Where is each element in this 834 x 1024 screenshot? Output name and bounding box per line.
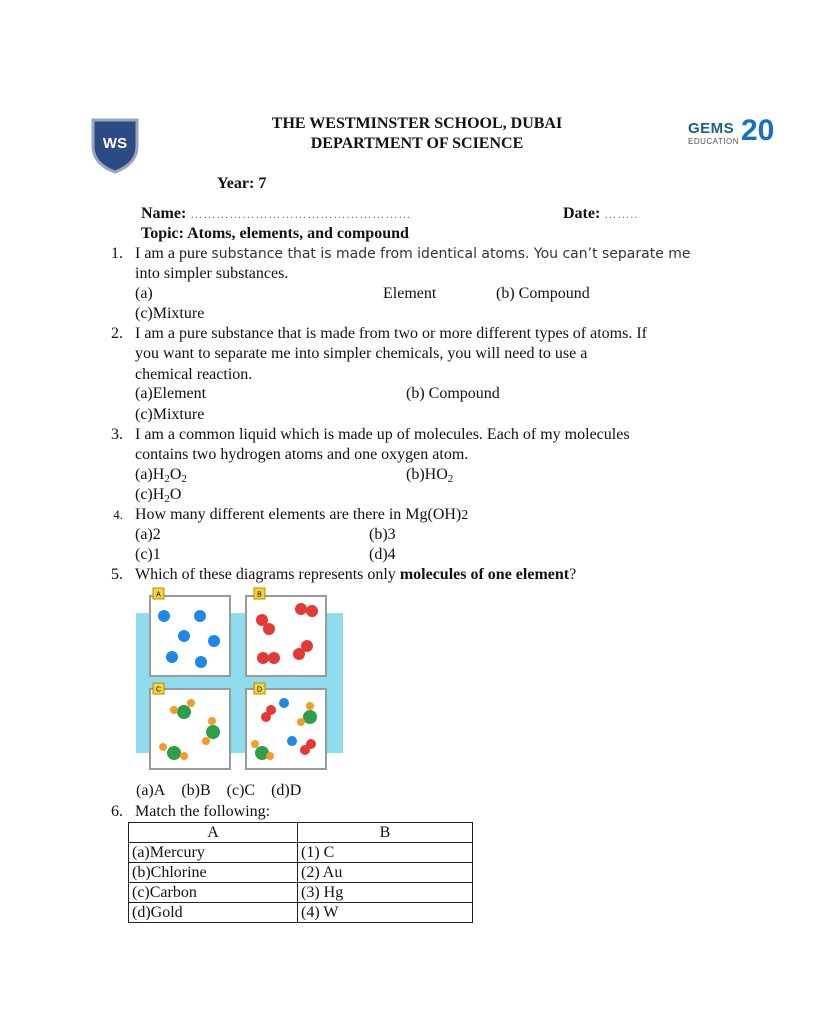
q6-number: 6.: [111, 803, 123, 820]
q2-line2: you want to separate me into simpler chemicals, you will need to use a: [135, 345, 588, 362]
q1-number: 1.: [111, 245, 123, 262]
panel-d-label: D: [256, 686, 263, 694]
date-dots: ……..: [604, 207, 639, 221]
q3-line1: I am a common liquid which is made up of molecules. Each of my molecules: [135, 426, 630, 443]
table-cell-a: (d)Gold: [129, 903, 298, 923]
q3-option-c-sub: 2: [164, 493, 170, 505]
panel-d: [246, 683, 326, 769]
q2-option-c: (c)Mixture: [135, 406, 205, 423]
q3-option-a-sub1: 2: [164, 473, 170, 485]
q3-option-a-part1: (a)H: [135, 466, 165, 483]
table-cell-b: (3) Hg: [298, 883, 473, 903]
q3-option-b-sub: 2: [447, 473, 454, 485]
q3-option-b-part1: (b)HO: [406, 466, 448, 483]
q3-option-c-part1: (c)H: [135, 486, 165, 503]
table-cell-a: (c)Carbon: [129, 883, 298, 903]
q6-text: Match the following:: [135, 803, 271, 820]
q3-option-a: [135, 466, 187, 485]
q5-option-c: (c)C: [226, 782, 256, 799]
q1-line2: into simpler substances.: [135, 265, 289, 282]
q2-option-b: (b) Compound: [406, 385, 500, 402]
match-table-header: [129, 823, 473, 843]
table-cell-a: (a)Mercury: [129, 843, 298, 863]
q3-number: 3.: [111, 426, 123, 443]
table-row: [129, 863, 473, 883]
crest-text: WS: [102, 135, 128, 152]
panel-a: [150, 588, 230, 676]
column-a-header: A: [129, 823, 298, 843]
school-name: THE WESTMINSTER SCHOOL, DUBAI: [271, 115, 563, 132]
q4-text: [135, 506, 468, 524]
name-line: [141, 205, 411, 223]
table-row: [129, 883, 473, 903]
date-label: Date:: [563, 205, 601, 222]
particle-diagrams: [136, 586, 346, 776]
q3-option-a-part2: O: [169, 466, 182, 483]
q4-option-a: (a)2: [135, 526, 161, 543]
q5-text-end: ?: [569, 566, 577, 583]
q2-option-a: (a)Element: [135, 385, 207, 402]
q1-line1-end: substance that is made from identical atoms. You can’t separate me: [211, 246, 691, 262]
q5-text: [135, 566, 576, 584]
q4-text-sub: 2: [461, 508, 469, 523]
q5-text-start: Which of these diagrams represents only: [135, 566, 400, 583]
q5-option-a: (a)A: [136, 782, 166, 799]
q5-number: 5.: [111, 566, 123, 583]
gems-logo-number: 20: [741, 114, 775, 147]
topic-line: Topic: Atoms, elements, and compound: [141, 225, 409, 242]
q5-option-b: (b)B: [181, 782, 211, 799]
match-table: [128, 822, 473, 923]
q3-option-c-part2: O: [169, 486, 182, 503]
date-line: [563, 205, 638, 223]
panel-b: [246, 588, 326, 676]
q2-line1: I am a pure substance that is made from two or more different types of atoms. If: [135, 325, 647, 342]
q3-line2: contains two hydrogen atoms and one oxygen atom.: [135, 446, 469, 463]
gems-logo-word: GEMS: [688, 120, 735, 137]
q1-option-a-text: Element: [383, 285, 437, 302]
department-name: DEPARTMENT OF SCIENCE: [310, 135, 524, 152]
table-cell-b: (1) C: [298, 843, 473, 863]
q1-line1-start: I am a pure: [135, 245, 212, 262]
q3-option-a-sub2: 2: [181, 473, 187, 485]
panel-a-label: A: [156, 591, 161, 599]
q5-options: [136, 782, 301, 800]
panel-b-label: B: [257, 591, 262, 599]
q3-option-c: [135, 486, 181, 505]
q2-number: 2.: [111, 325, 123, 342]
q5-option-d: (d)D: [271, 782, 302, 799]
q2-line3: chemical reaction.: [135, 366, 253, 383]
column-b-header: B: [298, 823, 473, 843]
q4-number: 4.: [113, 507, 123, 522]
year-label: Year: 7: [217, 175, 267, 192]
name-label: Name:: [141, 205, 187, 222]
table-row: [129, 903, 473, 923]
q1-line1: [135, 245, 691, 263]
q5-text-bold: molecules of one element: [399, 566, 570, 583]
q1-option-c: (c)Mixture: [135, 305, 205, 322]
panel-c: [150, 683, 230, 769]
q4-option-c: (c)1: [135, 546, 161, 563]
q1-option-b: (b) Compound: [496, 285, 590, 302]
table-cell-a: (b)Chlorine: [129, 863, 298, 883]
q4-option-b: (b)3: [369, 526, 396, 543]
gems-logo-sub: EDUCATION: [688, 137, 740, 146]
panel-c-label: C: [155, 686, 162, 694]
q3-option-b: [406, 466, 453, 485]
q1-option-a-letter: (a): [135, 285, 153, 302]
table-cell-b: (2) Au: [298, 863, 473, 883]
q4-text-main: How many different elements are there in Mg(OH): [135, 506, 462, 523]
q4-option-d: (d)4: [369, 546, 396, 563]
table-cell-b: (4) W: [298, 903, 473, 923]
table-row: [129, 843, 473, 863]
name-dots: ……………………………………………: [190, 207, 412, 221]
